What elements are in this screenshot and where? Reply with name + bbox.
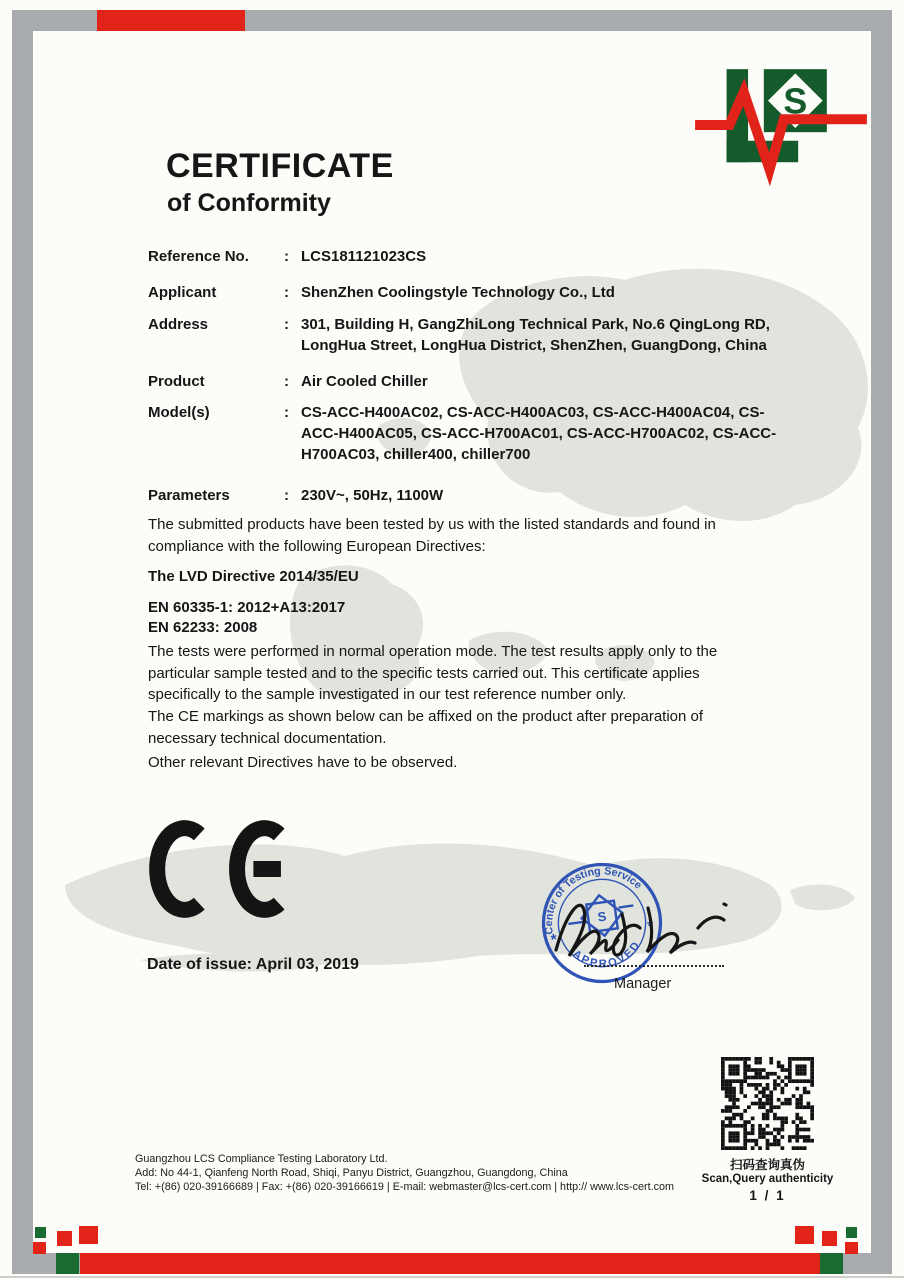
stamp-star-right: *	[646, 917, 655, 936]
stamp-logo-letter: S	[596, 908, 608, 925]
deco-square-green	[35, 1227, 46, 1238]
stamp-ring-top-text: Center of Testing Service	[543, 865, 645, 936]
frame-bottom-red-band	[80, 1253, 820, 1274]
field-value: CS-ACC-H400AC02, CS-ACC-H400AC03, CS-ACC-H400AC04, CS-ACC-H400AC05, CS-ACC-H700AC01, CS-ACC-H700AC02, CS-ACC-H700AC03, chiller400, chiller700	[301, 404, 777, 463]
field-label: Applicant	[148, 284, 217, 301]
qr-caption-block	[680, 1155, 855, 1203]
field-value: Air Cooled Chiller	[301, 373, 428, 390]
field-value: 230V~, 50Hz, 1100W	[301, 487, 444, 504]
footer-contact: Tel: +(86) 020-39166689 | Fax: +(86) 020-39166619 | E-mail: webmaster@lcs-cert.com | http:// www.lcs-cert.com	[135, 1181, 675, 1193]
footer-company: Guangzhou LCS Compliance Testing Laboratory Ltd.	[135, 1153, 388, 1165]
deco-square-red	[57, 1231, 72, 1246]
paragraph-intro: The submitted products have been tested by us with the listed standards and found in compliance with the following European Directives:	[148, 516, 716, 555]
scan-edge-line	[0, 1276, 904, 1278]
field-row-parameters	[148, 485, 783, 506]
field-colon: :	[284, 404, 289, 421]
deco-square-red	[822, 1231, 837, 1246]
deco-square-red	[795, 1226, 814, 1244]
field-row-applicant	[148, 282, 783, 303]
field-label: Parameters	[148, 487, 230, 504]
deco-square-red	[79, 1226, 98, 1244]
field-value: ShenZhen Coolingstyle Technology Co., Ltd	[301, 284, 615, 301]
frame-right	[871, 10, 892, 1274]
lcs-logo	[695, 62, 867, 188]
field-label: Model(s)	[148, 404, 210, 421]
field-row-product	[148, 371, 783, 392]
standard-line-1: EN 60335-1: 2012+A13:2017	[148, 599, 346, 616]
signer-title: Manager	[614, 976, 672, 992]
stamp-ring-bottom-text: APPROVED	[570, 938, 644, 971]
deco-square-red	[33, 1242, 46, 1254]
frame-bottom-green-left	[56, 1253, 79, 1274]
field-label: Reference No.	[148, 248, 249, 265]
frame-bottom-green-right	[820, 1253, 843, 1274]
field-value: LCS181121023CS	[301, 248, 427, 265]
signature-dotted-line	[584, 955, 724, 967]
standard-line-2: EN 62233: 2008	[148, 619, 258, 636]
certificate-title: CERTIFICATE	[166, 147, 394, 185]
field-colon: :	[284, 487, 289, 504]
frame-top-red-segment	[97, 10, 245, 31]
qr-caption-en: Scan,Query authenticity	[701, 1173, 834, 1185]
paragraph-other-directives: Other relevant Directives have to be observed.	[148, 754, 458, 771]
qr-caption-zh: 扫码查询真伪	[729, 1158, 805, 1172]
field-colon: :	[284, 373, 289, 390]
deco-square-green	[846, 1227, 857, 1238]
stamp-star-left: *	[549, 931, 559, 950]
directive-line: The LVD Directive 2014/35/EU	[148, 568, 359, 585]
field-row-reference	[148, 246, 783, 267]
field-row-models	[148, 402, 783, 465]
field-colon: :	[284, 316, 289, 333]
field-label: Address	[148, 316, 209, 333]
deco-square-red	[845, 1242, 858, 1254]
date-of-issue: Date of issue: April 03, 2019	[147, 956, 359, 973]
ce-mark	[146, 810, 304, 928]
footer-block	[135, 1152, 674, 1194]
paragraph-ce-markings: The CE markings as shown below can be affixed on the product after preparation of necessary technical documentation.	[148, 708, 704, 747]
field-row-address	[148, 314, 783, 356]
page-number: 1 / 1	[749, 1188, 786, 1203]
footer-address: Add: No 44-1, Qianfeng North Road, Shiqi, Panyu District, Guangzhou, Guangdong, China	[135, 1167, 568, 1179]
field-colon: :	[284, 248, 289, 265]
field-label: Product	[148, 373, 205, 390]
certificate-subtitle: of Conformity	[167, 189, 331, 217]
frame-left	[12, 10, 33, 1274]
logo-letter: S	[783, 81, 808, 122]
field-colon: :	[284, 284, 289, 301]
field-value: 301, Building H, GangZhiLong Technical Park, No.6 QingLong RD, LongHua Street, LongHua District, ShenZhen, GuangDong, China	[301, 316, 770, 354]
paragraph-tests: The tests were performed in normal operation mode. The test results apply only to the particular sample tested and to the specific tests carried out. This certificate applies specifically to the sample investigated in our test reference number only.	[148, 643, 718, 703]
qr-code	[721, 1057, 814, 1150]
